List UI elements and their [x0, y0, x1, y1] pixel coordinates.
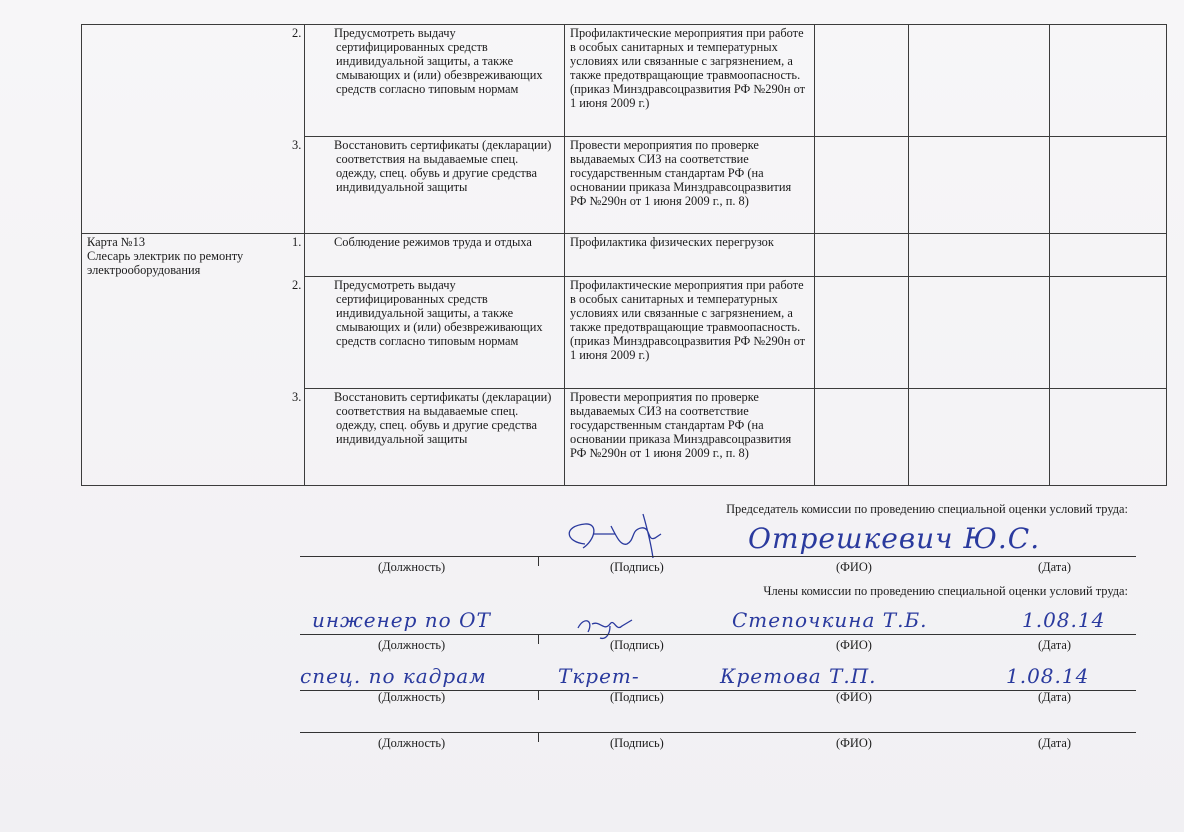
date-caption: (Дата)	[1038, 638, 1071, 652]
signature-caption: (Подпись)	[610, 638, 664, 652]
signature-caption: (Подпись)	[610, 690, 664, 704]
members-heading-block	[300, 582, 1136, 602]
member-date-handwritten: 1.08.14	[1022, 608, 1106, 632]
member-position-handwritten: спец. по кадрам	[300, 664, 487, 688]
signature-caption: (Подпись)	[610, 560, 664, 574]
empty-cell	[909, 234, 1050, 277]
position-caption: (Должность)	[378, 638, 446, 652]
chair-signature-scribble	[555, 504, 695, 558]
empty-cell	[1050, 234, 1167, 277]
position-caption: (Должность)	[378, 560, 446, 574]
empty-cell	[909, 137, 1050, 234]
name-caption: (ФИО)	[836, 560, 872, 574]
empty-cell	[815, 25, 909, 137]
date-caption: (Дата)	[1038, 690, 1071, 704]
purpose-cell: Профилактика физических перегрузок	[565, 234, 815, 277]
card-cell	[82, 25, 305, 234]
empty-cell	[815, 277, 909, 389]
measure-cell: 2. Предусмотреть выдачу сертифицированных средств индивидуальной защиты, а также смывающих и (или) обезвреживающих средств согласно типовым нормам	[305, 25, 565, 137]
table-row	[82, 25, 1167, 137]
date-caption: (Дата)	[1038, 560, 1071, 574]
chair-name-handwritten: Отрешкевич Ю.С.	[748, 522, 1041, 555]
card-title: Карта №13	[87, 235, 146, 249]
measures-table	[81, 24, 1167, 486]
signature-line	[300, 556, 1136, 557]
card-cell	[82, 234, 305, 486]
measure-cell: 1. Соблюдение режимов труда и отдыха	[305, 234, 565, 277]
separator-tick	[538, 690, 539, 700]
empty-cell	[1050, 277, 1167, 389]
measure-cell: 2. Предусмотреть выдачу сертифицированных средств индивидуальной защиты, а также смывающих и (или) обезвреживающих средств согласно типовым нормам	[305, 277, 565, 389]
card-description: Слесарь электрик по ремонту электрооборудования	[87, 249, 244, 277]
empty-cell	[1050, 25, 1167, 137]
member-position-handwritten: инженер по ОТ	[312, 608, 491, 632]
member-date-handwritten: 1.08.14	[1006, 664, 1090, 688]
member-signature-handwritten: Ткрет-	[558, 664, 640, 688]
position-caption: (Должность)	[378, 736, 446, 750]
chair-heading: Председатель комиссии по проведению специальной оценки условий труда:	[726, 502, 1128, 516]
table-row	[82, 234, 1167, 277]
separator-tick	[538, 634, 539, 644]
empty-cell	[815, 137, 909, 234]
member-signature-block	[300, 660, 1136, 710]
member-signature-block	[300, 604, 1136, 654]
chair-signature-block	[300, 500, 1136, 580]
position-caption: (Должность)	[378, 690, 446, 704]
name-caption: (ФИО)	[836, 690, 872, 704]
purpose-cell: Профилактические мероприятия при работе в особых санитарных и температурных условиях или связанные с загрязнением, а также предотвращающие травмоопасность. (приказ Минздравсоцразвития РФ №290н от 1 июня 2009 г.)	[565, 277, 815, 389]
purpose-cell: Профилактические мероприятия при работе в особых санитарных и температурных условиях или связанные с загрязнением, а также предотвращающие травмоопасность. (приказ Минздравсоцразвития РФ №290н от 1 июня 2009 г.)	[565, 25, 815, 137]
purpose-cell: Провести мероприятия по проверке выдаваемых СИЗ на соответствие государственным стандартам РФ (на основании приказа Минздравсоцразвития РФ №290н от 1 июня 2009 г., п. 8)	[565, 137, 815, 234]
member-name-handwritten: Степочкина Т.Б.	[732, 608, 928, 632]
measure-cell: 3. Восстановить сертификаты (декларации) соответствия на выдаваемые спец. одежду, спец. обувь и другие средства индивидуальной защиты	[305, 137, 565, 234]
member-name-handwritten: Кретова Т.П.	[720, 664, 877, 688]
empty-cell	[909, 25, 1050, 137]
signature-line	[300, 732, 1136, 733]
empty-cell	[815, 389, 909, 486]
empty-cell	[1050, 137, 1167, 234]
member-signature-block	[300, 716, 1136, 756]
name-caption: (ФИО)	[836, 638, 872, 652]
signature-caption: (Подпись)	[610, 736, 664, 750]
empty-cell	[815, 234, 909, 277]
purpose-cell: Провести мероприятия по проверке выдаваемых СИЗ на соответствие государственным стандартам РФ (на основании приказа Минздравсоцразвития РФ №290н от 1 июня 2009 г., п. 8)	[565, 389, 815, 486]
members-heading: Члены комиссии по проведению специальной оценки условий труда:	[763, 584, 1128, 598]
separator-tick	[538, 556, 539, 566]
name-caption: (ФИО)	[836, 736, 872, 750]
empty-cell	[909, 389, 1050, 486]
empty-cell	[1050, 389, 1167, 486]
measure-cell: 3. Восстановить сертификаты (декларации) соответствия на выдаваемые спец. одежду, спец. обувь и другие средства индивидуальной защиты	[305, 389, 565, 486]
empty-cell	[909, 277, 1050, 389]
signature-line	[300, 634, 1136, 635]
date-caption: (Дата)	[1038, 736, 1071, 750]
separator-tick	[538, 732, 539, 742]
